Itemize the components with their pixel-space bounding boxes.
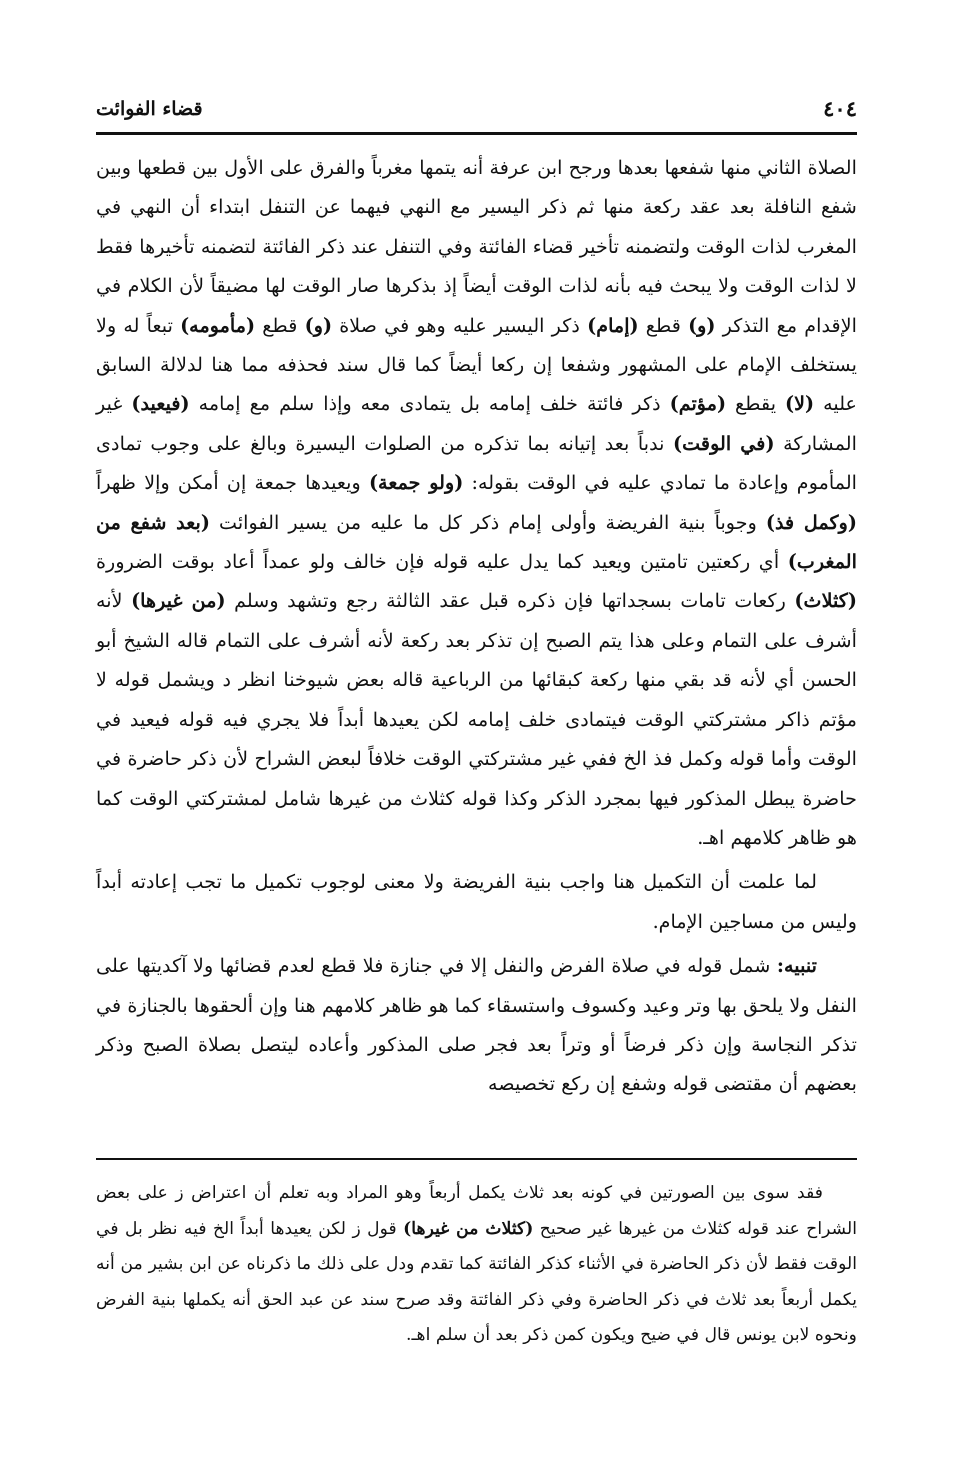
text-run: ذكر فائتة خلف إمامه بل يتمادى معه وإذا سلم مع إمامه xyxy=(189,392,670,416)
text-run: أي ركعتين تامتين ويعيد كما يدل عليه قوله فإن خالف ولو عمداً أعاد بوقت الضرورة xyxy=(96,550,788,574)
paragraph-tanbih xyxy=(96,946,857,1104)
matn-keyword: (ولو جمعة) xyxy=(368,471,464,495)
text-run: قول ز لكن يعيدها أبداً الخ فيه نظر بل في الوقت فقط لأن ذكر الحاضرة في الأثناء كذكر الفائتة كما تقدم ودل على ذلك ما ذكرناه عن ابن بشير من أنه يكمل أربعاً بعد ثلاث في ذكر الحاضرة وفي ذكر الفائتة وقد صرح سند عن عبد الحق أنه يكملها بنية الفرض ونحوه لابن يونس قال في ضيح ويكون كمن ذكر بعد أن سلم اهـ. xyxy=(96,1218,857,1345)
matn-keyword: (كثلاث) xyxy=(794,589,858,613)
page-header xyxy=(96,96,857,128)
matn-keyword: (مأمومه) xyxy=(180,313,256,337)
matn-keyword: (كثلاث من غيرها) xyxy=(403,1218,534,1239)
paragraph-commentary xyxy=(96,148,857,857)
matn-keyword: (من غيرها) xyxy=(131,589,226,613)
text-run: يقطع xyxy=(726,392,786,416)
matn-keyword: (و) xyxy=(304,313,333,337)
text-run: تبعاً له ولا يستخلف الإمام على المشهور وشفعا إن ركعا أيضاً كما قال سند فحذفه مما هنا لدلالة السابق عليه xyxy=(96,313,857,416)
tanbih-label: تنبيه: xyxy=(776,954,817,978)
text-run: ويعيدها جمعة إن أمكن وإلا ظهراً xyxy=(96,471,369,495)
page-number: ٤٠٤ xyxy=(823,96,857,121)
main-text xyxy=(96,148,857,1109)
text-run: ركعات تامات بسجداتها فإن ذكره قبل عقد الثالثة رجع وتشهد وسلم xyxy=(225,589,795,613)
text-run: شمل قوله في صلاة الفرض والنفل إلا في جنازة فلا قطع لعدم قضائها ولا آكديتها على النفل ولا يلحق بها وتر وعيد وكسوف واستسقاء كما هو ظاهر كلامهم هنا وإن ألحقوها بالجنازة في تذكر النجاسة وإن ذكر فرضاً أو وتراً بعد فجر صلى المذكور وأعاده ليتصل بصلاة الصبح وذكر بعضهم أن مقتضى قوله وشفع إن ركع تخصيصه xyxy=(96,954,857,1096)
footnote xyxy=(96,1176,857,1354)
matn-keyword: (بعد شفع من المغرب) xyxy=(96,510,857,574)
matn-keyword: (في الوقت) xyxy=(673,431,775,455)
text-run: ندباً بعد إتيانه بما تذكره من الصلوات اليسيرة وبالغ على وجوب تمادى المأموم وإعادة ما تمادي عليه في الوقت بقوله: xyxy=(96,431,857,495)
text-run: وجوباً بنية الفريضة وأولى إمام ذكر كل ما عليه من يسير الفوائت xyxy=(209,510,766,534)
text-run: الصلاة الثاني منها شفعها بعدها ورجح ابن عرفة أنه يتمها مغرباً والفرق على الأول بين قطعها وبين شفع النافلة بعد عقد ركعة منها ثم ذكر اليسير مع النهي فيهما عن التنفل ابتداء أن النهي في المغرب لذات الوقت ولتضمنه تأخير قضاء الفائتة وفي التنفل عند ذكر الفائتة لتضمنه تأخيرها فقط لا لذات الوقت ولا يبحث فيه بأنه لذات الوقت أيضاً إذ بذكرها صار الوقت لها مضيقاً لأن الكلام في الإقدام مع التذكر xyxy=(96,156,858,337)
text-run: قطع xyxy=(638,313,689,337)
running-title: قضاء الفوائت xyxy=(96,98,203,120)
text-run: لأنه أشرف على التمام وعلى هذا يتم الصبح إن تذكر بعد ركعة لأنه أشرف على التمام قاله الشيخ أبو الحسن أي لأنه قد بقي منها ركعة كبقائها من الرباعية قاله بعض شيوخنا انظر د ويشمل قوله لا مؤتم ذاكر مشتركتي الوقت فيتمادى خلف إمامه لكن يعيدها أبداً فلا يجري فيه قوله فيعيد في الوقت وأما قوله وكمل فذ الخ ففي غير مشتركتي الوقت خلافاً لبعض الشراح لأن ذكر حاضرة في حاضرة يبطل المذكور فيها بمجرد الذكر وكذا قوله كثلاث من غيرها شامل لمشتركتي الوقت كما هو ظاهر كلامهم اهـ. xyxy=(96,589,857,849)
text-run: ذكر اليسير عليه وهو في صلاة xyxy=(332,313,588,337)
matn-keyword: (إمام) xyxy=(587,313,639,337)
matn-keyword: (وكمل فذ) xyxy=(765,510,857,534)
matn-keyword: (مؤتم) xyxy=(669,392,727,416)
text-run: فقد سوى بين الصورتين في كونه بعد ثلاث يكمل أربعاً وهو المراد وبه تعلم أن اعتراض ز على بعض الشراح عند قوله كثلاث من غيرها غير صحيح xyxy=(96,1183,857,1239)
matn-keyword: (فيعيد) xyxy=(131,392,190,416)
matn-keyword: (لا) xyxy=(785,392,815,416)
header-rule xyxy=(96,132,857,135)
matn-keyword: (و) xyxy=(688,313,716,337)
text-run: قطع xyxy=(255,313,305,337)
text-run: غير المشاركة xyxy=(96,392,857,455)
paragraph-note: لما علمت أن التكميل هنا واجب بنية الفريضة ولا معنى لوجوب تكميل ما تجب إعادته أبداً وليس من مساجين الإمام. xyxy=(96,870,857,933)
footnote-rule xyxy=(96,1158,857,1160)
